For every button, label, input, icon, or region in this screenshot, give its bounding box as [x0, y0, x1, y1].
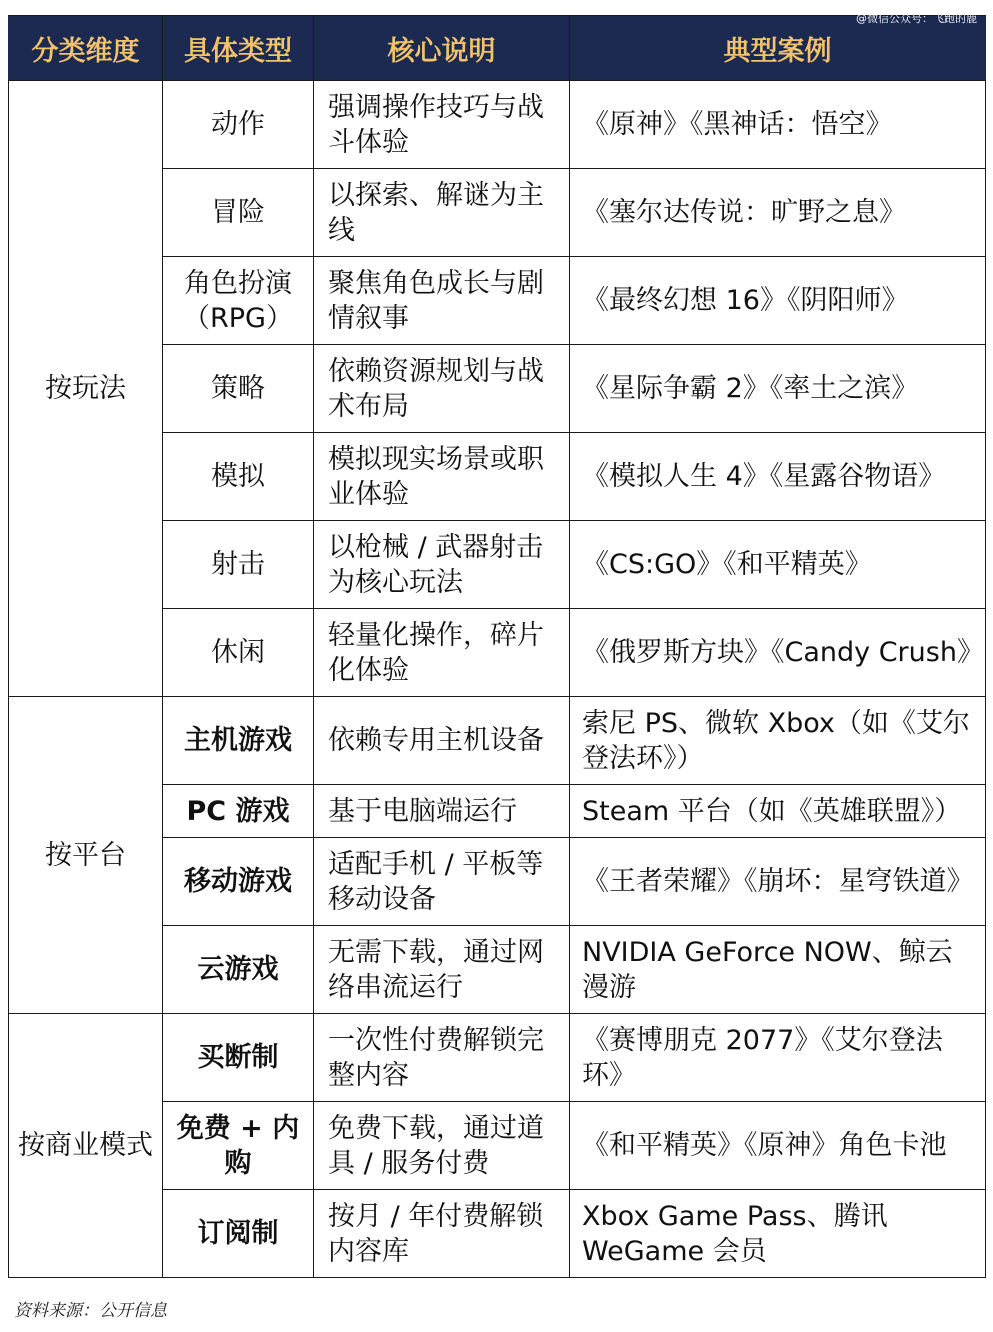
description-cell: 免费下载，通过道具 / 服务付费	[314, 1102, 570, 1190]
description-cell: 模拟现实场景或职业体验	[314, 433, 570, 521]
table-row	[9, 697, 986, 785]
type-cell: 策略	[163, 345, 314, 433]
header-type: 具体类型	[163, 16, 314, 81]
type-cell: 主机游戏	[163, 697, 314, 785]
description-cell: 聚焦角色成长与剧情叙事	[314, 257, 570, 345]
header-examples: 典型案例	[570, 16, 986, 81]
description-cell: 按月 / 年付费解锁内容库	[314, 1190, 570, 1278]
header-description: 核心说明	[314, 16, 570, 81]
description-cell: 适配手机 / 平板等移动设备	[314, 838, 570, 926]
example-cell: 《塞尔达传说：旷野之息》	[570, 169, 986, 257]
watermark-text: @微信公众号：飞跑的鹿	[856, 12, 977, 25]
type-cell: 订阅制	[163, 1190, 314, 1278]
header-dimension: 分类维度	[9, 16, 163, 81]
description-cell: 以探索、解谜为主线	[314, 169, 570, 257]
type-cell: 角色扮演（RPG）	[163, 257, 314, 345]
example-cell: 《赛博朋克 2077》《艾尔登法环》	[570, 1014, 986, 1102]
example-cell: Steam 平台（如《英雄联盟》）	[570, 785, 986, 838]
table-header	[9, 16, 986, 81]
description-cell: 轻量化操作，碎片化体验	[314, 609, 570, 697]
example-cell: 《星际争霸 2》《率土之滨》	[570, 345, 986, 433]
group-platform: 按平台	[9, 697, 163, 1014]
example-cell: 《模拟人生 4》《星露谷物语》	[570, 433, 986, 521]
type-cell: 射击	[163, 521, 314, 609]
description-cell: 一次性付费解锁完整内容	[314, 1014, 570, 1102]
type-cell: PC 游戏	[163, 785, 314, 838]
type-cell: 休闲	[163, 609, 314, 697]
example-cell: 《俄罗斯方块》《Candy Crush》	[570, 609, 986, 697]
description-cell: 基于电脑端运行	[314, 785, 570, 838]
example-cell: NVIDIA GeForce NOW、鲸云漫游	[570, 926, 986, 1014]
group-business: 按商业模式	[9, 1014, 163, 1278]
example-cell: Xbox Game Pass、腾讯 WeGame 会员	[570, 1190, 986, 1278]
type-cell: 免费 + 内购	[163, 1102, 314, 1190]
table-row	[9, 1014, 986, 1102]
game-classification-table	[8, 15, 986, 1278]
example-cell: 《王者荣耀》《崩坏：星穹铁道》	[570, 838, 986, 926]
example-cell: 《CS:GO》《和平精英》	[570, 521, 986, 609]
description-cell: 依赖资源规划与战术布局	[314, 345, 570, 433]
example-cell: 《和平精英》《原神》角色卡池	[570, 1102, 986, 1190]
example-cell: 《最终幻想 16》《阴阳师》	[570, 257, 986, 345]
type-cell: 模拟	[163, 433, 314, 521]
table-row	[9, 81, 986, 169]
description-cell: 以枪械 / 武器射击为核心玩法	[314, 521, 570, 609]
description-cell: 依赖专用主机设备	[314, 697, 570, 785]
description-cell: 无需下载，通过网络串流运行	[314, 926, 570, 1014]
example-cell: 《原神》《黑神话：悟空》	[570, 81, 986, 169]
description-cell: 强调操作技巧与战斗体验	[314, 81, 570, 169]
type-cell: 动作	[163, 81, 314, 169]
source-note: 资料来源：公开信息	[14, 1301, 167, 1321]
type-cell: 买断制	[163, 1014, 314, 1102]
type-cell: 云游戏	[163, 926, 314, 1014]
table-body	[9, 81, 986, 1278]
type-cell: 冒险	[163, 169, 314, 257]
group-gameplay: 按玩法	[9, 81, 163, 697]
type-cell: 移动游戏	[163, 838, 314, 926]
example-cell: 索尼 PS、微软 Xbox（如《艾尔登法环》）	[570, 697, 986, 785]
